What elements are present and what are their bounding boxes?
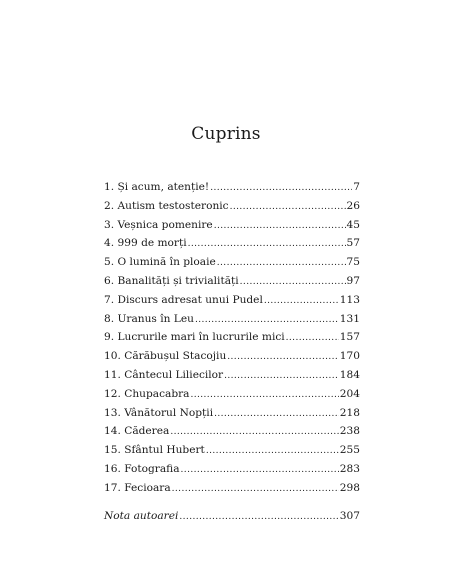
toc-entry-page: 184 bbox=[339, 368, 360, 381]
toc-entry bbox=[104, 253, 360, 272]
toc-entry-title: 17. Fecioara bbox=[104, 481, 171, 494]
toc-entry bbox=[104, 197, 360, 216]
toc-entry-page: 57 bbox=[346, 237, 360, 250]
toc-entry-page: 170 bbox=[339, 350, 360, 363]
toc-entry bbox=[104, 422, 360, 441]
toc-entry bbox=[104, 347, 360, 366]
toc-dot-leader bbox=[240, 273, 346, 292]
toc-entry-page: 45 bbox=[346, 218, 360, 231]
toc-dot-leader bbox=[172, 480, 339, 499]
toc-entry-title: 15. Sfântul Hubert bbox=[104, 444, 205, 457]
toc-entry-title: 1. Și acum, atenție! bbox=[104, 181, 210, 193]
toc-entry-title: 2. Autism testosteronic bbox=[104, 199, 229, 212]
toc-entry-page: 157 bbox=[339, 331, 360, 344]
toc-dot-leader bbox=[210, 179, 352, 198]
toc-entry bbox=[104, 178, 360, 197]
toc-entry bbox=[104, 272, 360, 291]
toc-entry bbox=[104, 385, 360, 404]
toc-entry-title: 4. 999 de morți bbox=[104, 237, 187, 250]
toc-entry-page: 97 bbox=[346, 274, 360, 287]
toc-dot-leader bbox=[195, 311, 339, 330]
toc-entry-title: 6. Banalități și trivialități bbox=[104, 274, 239, 287]
toc-dot-leader bbox=[264, 292, 339, 311]
toc-dot-leader bbox=[190, 386, 338, 405]
toc-entry bbox=[104, 291, 360, 310]
toc-dot-leader bbox=[206, 442, 339, 461]
toc-entry-title: 10. Cărăbușul Stacojiu bbox=[104, 350, 227, 363]
toc-entry-page: 113 bbox=[339, 293, 360, 306]
toc-entry-page: 298 bbox=[339, 481, 360, 494]
toc-entry bbox=[104, 216, 360, 235]
toc-dot-leader bbox=[286, 329, 339, 348]
toc-entry-page: 204 bbox=[339, 387, 360, 400]
toc-dot-leader bbox=[214, 405, 339, 424]
toc-entry bbox=[104, 479, 360, 498]
toc-entry-page: 26 bbox=[346, 199, 360, 212]
toc-entry-title: 9. Lucrurile mari în lucrurile mici bbox=[104, 331, 285, 344]
toc-entry bbox=[104, 460, 360, 479]
toc-entry bbox=[104, 366, 360, 385]
toc-entry bbox=[104, 441, 360, 460]
toc-note-entry bbox=[104, 507, 360, 526]
toc-dot-leader bbox=[230, 198, 346, 217]
toc-entry-title: 16. Fotografia bbox=[104, 462, 180, 475]
toc-entry-page: 7 bbox=[353, 181, 360, 193]
toc-entry-title: 12. Chupacabra bbox=[104, 387, 190, 400]
toc-entry bbox=[104, 234, 360, 253]
table-of-contents bbox=[104, 178, 360, 525]
toc-entry bbox=[104, 404, 360, 423]
toc-dot-leader bbox=[170, 423, 338, 442]
toc-dot-leader bbox=[181, 461, 339, 480]
toc-entry-page: 238 bbox=[339, 425, 360, 438]
toc-entry-page: 75 bbox=[346, 256, 360, 269]
toc-entry-title: 7. Discurs adresat unui Pudel bbox=[104, 293, 263, 306]
toc-entry-page: 255 bbox=[339, 444, 360, 457]
toc-entry-title: 14. Căderea bbox=[104, 425, 170, 438]
toc-note-title: Nota autoarei bbox=[104, 509, 179, 522]
toc-dot-leader bbox=[188, 235, 346, 254]
toc-dot-leader bbox=[227, 348, 338, 367]
page-title: Cuprins bbox=[191, 124, 261, 144]
toc-entry bbox=[104, 310, 360, 329]
toc-note-page: 307 bbox=[339, 509, 360, 522]
toc-dot-leader bbox=[217, 254, 346, 273]
toc-dot-leader bbox=[214, 217, 346, 236]
toc-entry bbox=[104, 328, 360, 347]
toc-entry-page: 218 bbox=[339, 406, 360, 419]
toc-dot-leader bbox=[179, 508, 338, 527]
toc-entry-title: 3. Veșnica pomenire bbox=[104, 218, 213, 231]
toc-entry-title: 11. Cântecul Liliecilor bbox=[104, 368, 224, 381]
toc-dot-leader bbox=[224, 367, 339, 386]
toc-entry-page: 283 bbox=[339, 462, 360, 475]
toc-entry-page: 131 bbox=[339, 312, 360, 325]
toc-entry-title: 5. O lumină în ploaie bbox=[104, 256, 216, 269]
toc-entry-title: 8. Uranus în Leu bbox=[104, 312, 194, 325]
toc-entry-title: 13. Vânătorul Nopții bbox=[104, 406, 214, 419]
